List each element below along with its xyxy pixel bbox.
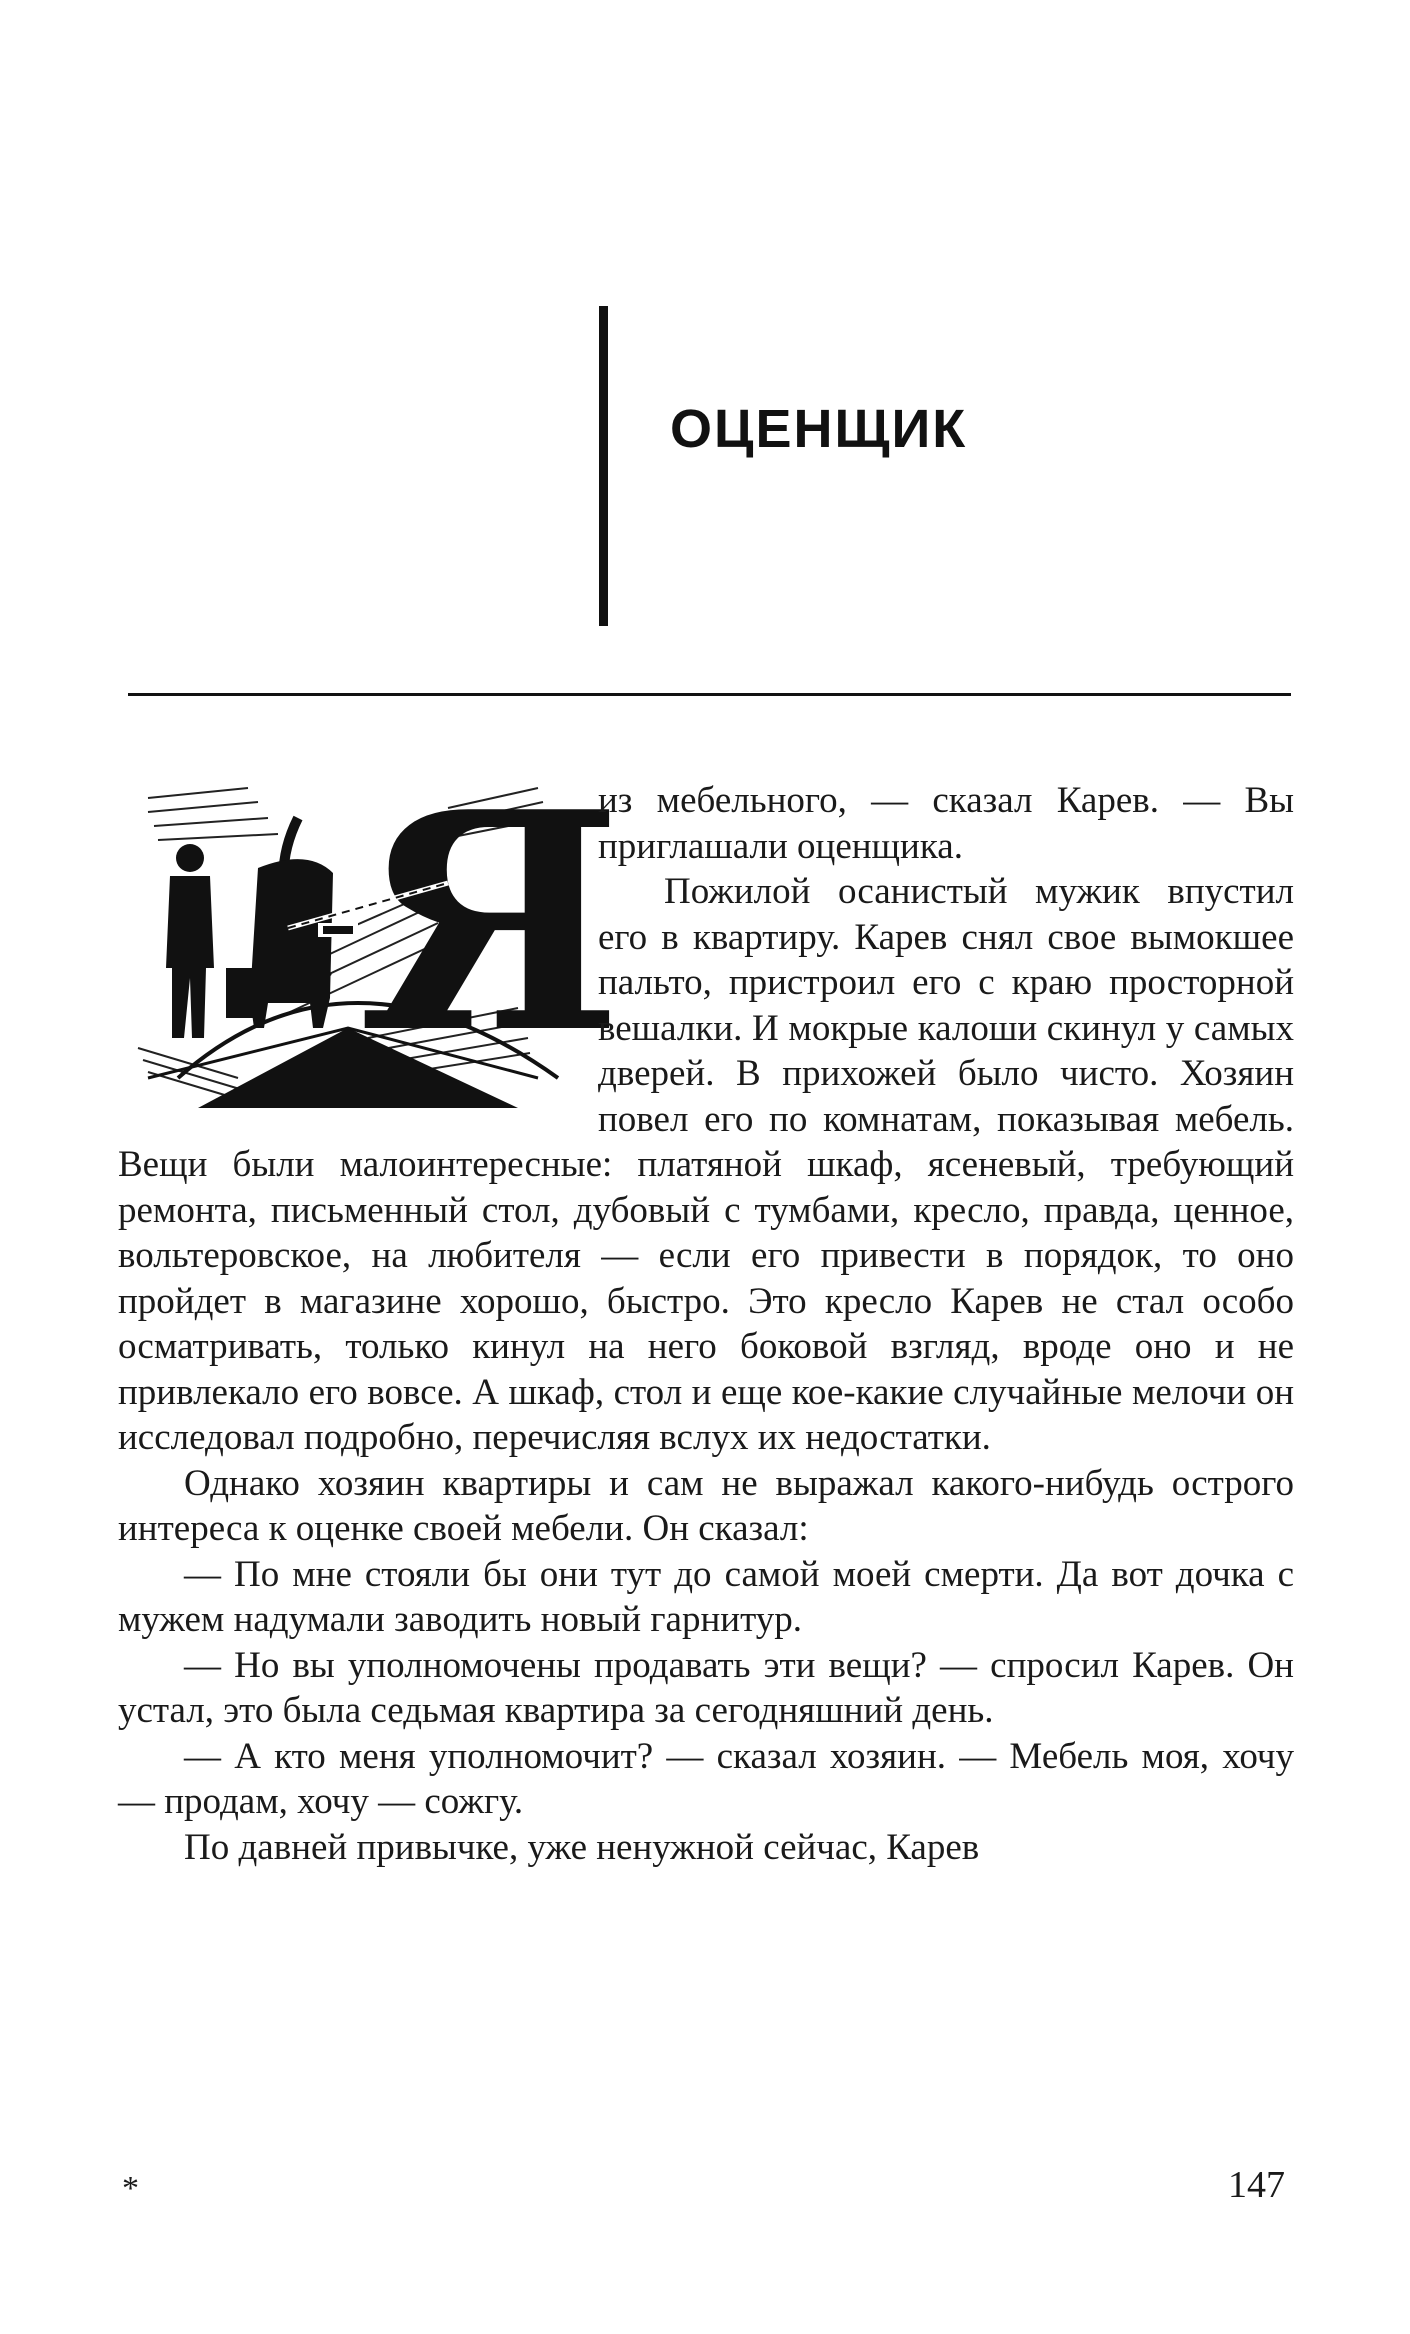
section-divider bbox=[128, 693, 1291, 696]
paragraph: из мебельного, — сказал Карев. — Вы приглашали оценщика. bbox=[598, 780, 1294, 867]
paragraph: — По мне стояли бы они тут до самой моей смерти. Да вот дочка с мужем надумали заводить новый гарнитур. bbox=[118, 1553, 1294, 1640]
paragraph: По давней привычке, уже ненужной сейчас, Карев bbox=[184, 1826, 980, 1868]
paragraph: Однако хозяин квартиры и сам не выражал какого-нибудь острого интереса к оценке своей мебели. Он сказал: bbox=[118, 1462, 1294, 1549]
dropcap-ya-illustration bbox=[118, 746, 623, 1118]
title-vertical-rule bbox=[599, 306, 608, 626]
page-number: 147 bbox=[1228, 2164, 1285, 2206]
paragraph: Пожилой осанистый мужик впустил его в квартиру. Карев снял свое вымокшее пальто, пристроил его с краю просторной вешалки. И мокрые калоши скинул у самых дверей. В прихожей было чисто. Хозяин повел его по комнатам, показывая мебель. Вещи были малоинтересные: платяной шкаф, ясеневый, требующий ремонта, письменный стол, дубовый с тумбами, кресло, правда, ценное, вольтеровское, на любителя — если его привести в порядок, то оно пройдет в магазине хорошо, быстро. Это кресло Карев не стал особо осматривать, только кинул на него боковой взгляд, вроде оно и не привлекало его вовсе. А шкаф, стол и еще кое-какие случайные мелочи он исследовал подробно, перечисляя вслух их недостатки. bbox=[118, 871, 1294, 1458]
body-text bbox=[118, 746, 1294, 1870]
paragraph: — А кто меня уполномочит? — сказал хозяин. — Мебель моя, хочу — продам, хочу — сожгу. bbox=[118, 1735, 1294, 1822]
paragraph: — Но вы уполномочены продавать эти вещи? — спросил Карев. Он устал, это была седьмая квартира за сегодняшний день. bbox=[118, 1644, 1294, 1731]
chapter-title: ОЦЕНЩИК bbox=[670, 399, 968, 459]
footnote-mark: * bbox=[122, 2170, 139, 2207]
dropcap-letter: Я bbox=[358, 746, 623, 1099]
